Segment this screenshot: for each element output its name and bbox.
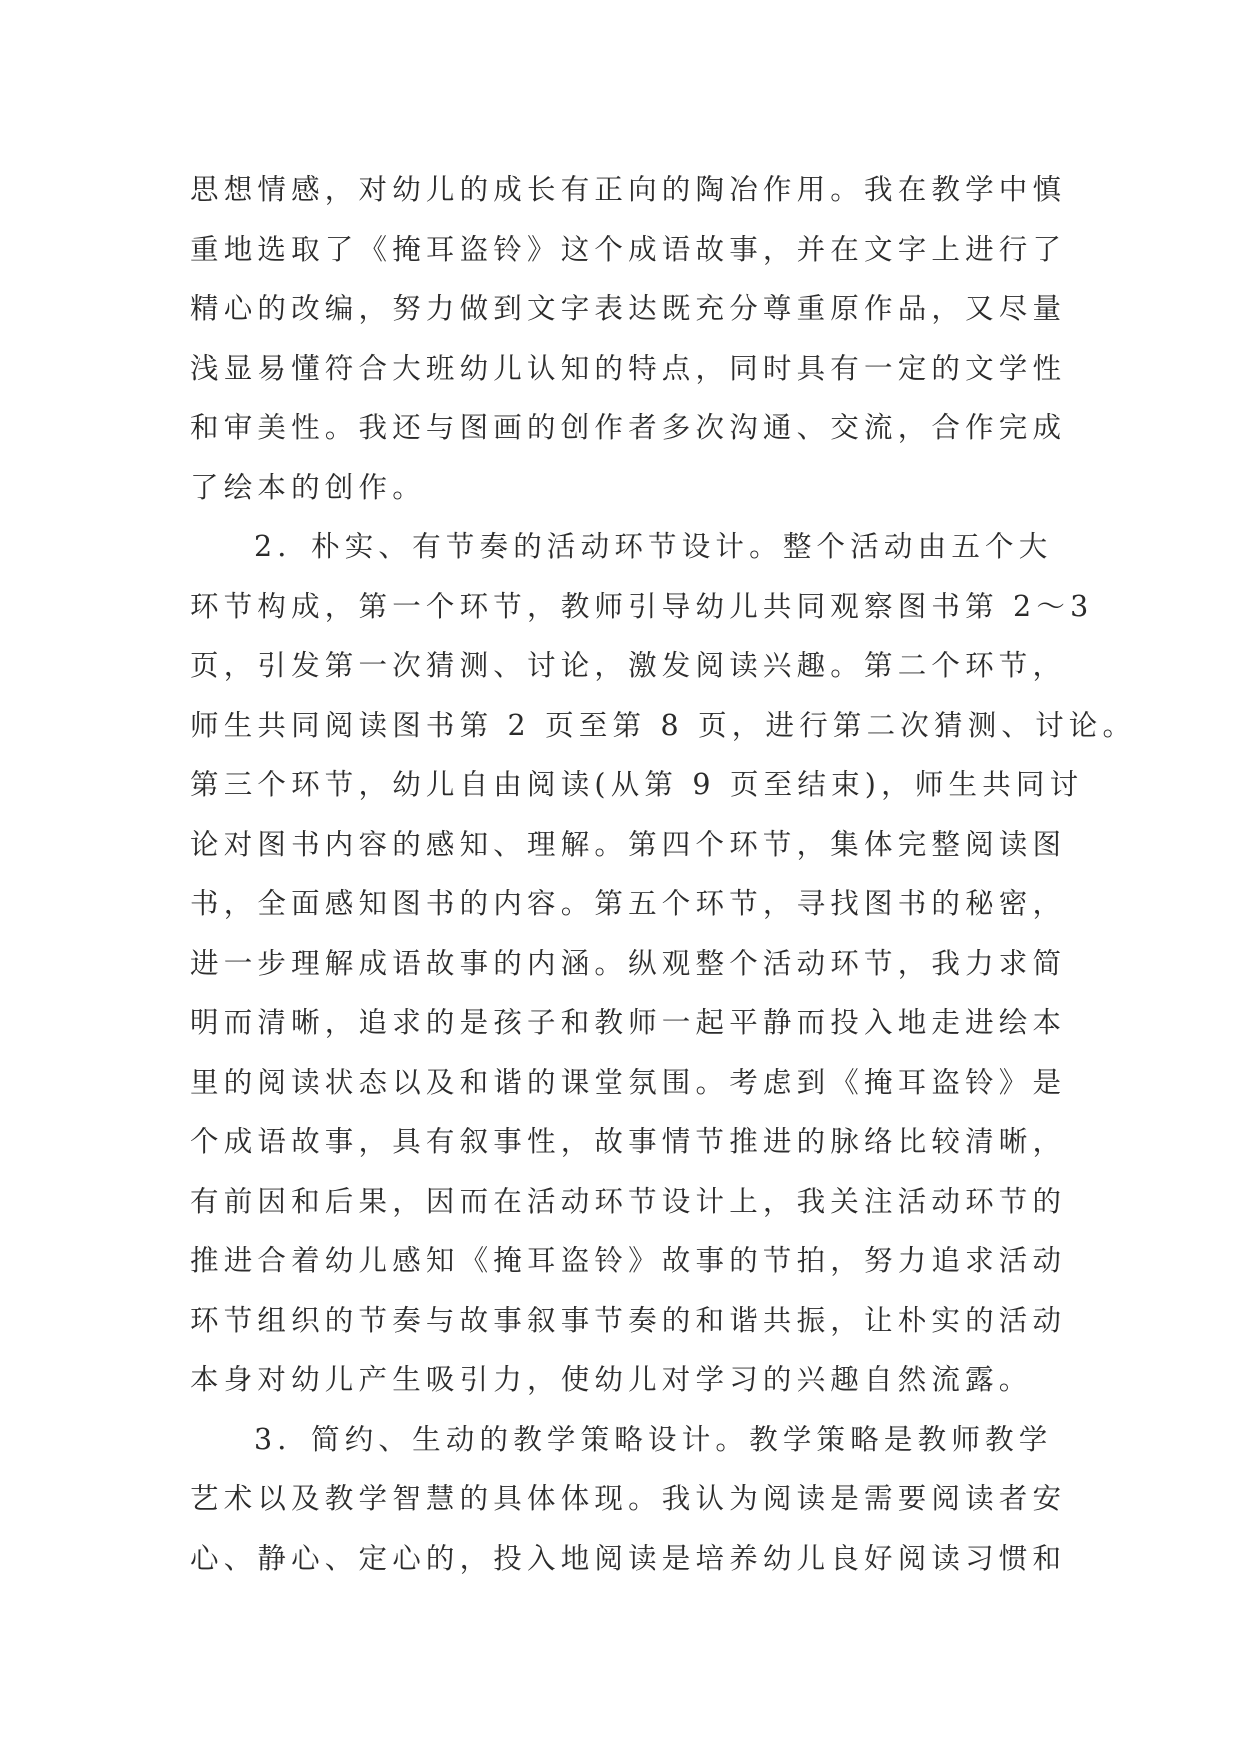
text-line: 思想情感，对幼儿的成长有正向的陶冶作用。我在教学中慎 xyxy=(190,173,1067,206)
text-line: 明而清晰，追求的是孩子和教师一起平静而投入地走进绘本 xyxy=(190,1006,1067,1039)
text-line: 有前因和后果，因而在活动环节设计上，我关注活动环节的 xyxy=(190,1184,1067,1218)
text-line: 环节组织的节奏与故事叙事节奏的和谐共振，让朴实的活动 xyxy=(190,1303,1067,1337)
body-text xyxy=(190,160,1137,1588)
text-line: 书，全面感知图书的内容。第五个环节，寻找图书的秘密， xyxy=(190,887,1067,920)
text-line: 了绘本的创作。 xyxy=(190,470,426,504)
text-line: 本身对幼儿产生吸引力，使幼儿对学习的兴趣自然流露。 xyxy=(190,1363,1033,1396)
text-line: 推进合着幼儿感知《掩耳盗铃》故事的节拍，努力追求活动 xyxy=(190,1244,1067,1277)
text-line: 个成语故事，具有叙事性，故事情节推进的脉络比较清晰， xyxy=(190,1125,1067,1158)
text-line: 心、静心、定心的，投入地阅读是培养幼儿良好阅读习惯和 xyxy=(190,1541,1067,1575)
paragraph-start-line: 3．简约、生动的教学策略设计。教学策略是教师教学 xyxy=(254,1422,1053,1456)
text-line: 论对图书内容的感知、理解。第四个环节，集体完整阅读图 xyxy=(190,827,1067,861)
text-line: 里的阅读状态以及和谐的课堂氛围。考虑到《掩耳盗铃》是 xyxy=(190,1065,1067,1099)
paragraph-start-line: 2．朴实、有节奏的活动环节设计。整个活动由五个大 xyxy=(254,530,1053,563)
text-line: 艺术以及教学智慧的具体体现。我认为阅读是需要阅读者安 xyxy=(190,1482,1067,1515)
text-line: 重地选取了《掩耳盗铃》这个成语故事，并在文字上进行了 xyxy=(190,232,1067,266)
text-line: 和审美性。我还与图画的创作者多次沟通、交流，合作完成 xyxy=(190,411,1067,444)
text-line: 浅显易懂符合大班幼儿认知的特点，同时具有一定的文学性 xyxy=(190,351,1067,385)
text-line: 进一步理解成语故事的内涵。纵观整个活动环节，我力求简 xyxy=(190,946,1067,980)
text-line: 页，引发第一次猜测、讨论，激发阅读兴趣。第二个环节， xyxy=(190,649,1067,682)
text-line: 精心的改编，努力做到文字表达既充分尊重原作品，又尽量 xyxy=(190,292,1067,325)
text-line: 第三个环节，幼儿自由阅读(从第 9 页至结束)，师生共同讨 xyxy=(190,768,1084,801)
text-line: 师生共同阅读图书第 2 页至第 8 页，进行第二次猜测、讨论。 xyxy=(190,708,1137,742)
text-line: 环节构成，第一个环节，教师引导幼儿共同观察图书第 2～3 xyxy=(190,589,1094,623)
